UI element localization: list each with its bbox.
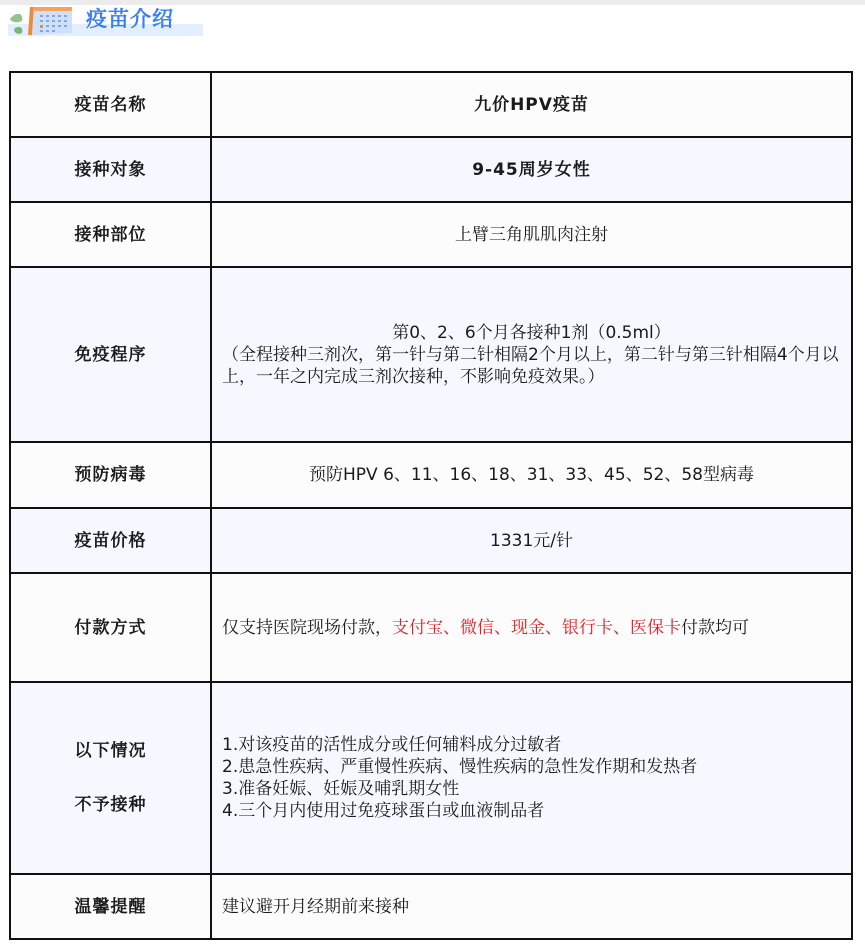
row-label: 温馨提醒 (10, 874, 211, 939)
schedule-main: 第0、2、6个月各接种1剂（0.5ml） (392, 322, 671, 343)
payment-methods-highlight: 支付宝、微信、现金、银行卡、医保卡 (392, 617, 681, 638)
row-label: 免疫程序 (10, 267, 211, 442)
vaccine-name-value: 九价HPV疫苗 (211, 72, 852, 137)
row-label: 接种部位 (10, 202, 211, 267)
list-item: 2.患急性疾病、严重慢性疾病、慢性疾病的急性发作期和发热者 (222, 757, 698, 777)
reminder-value: 建议避开月经期前来接种 (211, 874, 852, 939)
payment-suffix: 付款均可 (681, 617, 749, 638)
list-item: 3.准备妊娠、妊娠及哺乳期女性 (222, 779, 460, 799)
section-header (8, 5, 208, 37)
table-row-target-group (10, 137, 852, 202)
injection-site-value: 上臂三角肌肌肉注射 (211, 202, 852, 267)
vaccine-info-table (9, 71, 853, 940)
table-row-reminder (10, 874, 852, 939)
row-label: 预防病毒 (10, 442, 211, 508)
price-value: 1331元/针 (211, 508, 852, 573)
list-item: 1.对该疫苗的活性成分或任何辅料成分过敏者 (222, 735, 562, 755)
calendar-icon (8, 5, 74, 37)
label-line: 不予接种 (74, 795, 147, 815)
table-row-payment (10, 573, 852, 682)
payment-prefix: 仅支持医院现场付款， (222, 617, 392, 638)
payment-value (211, 573, 852, 682)
table-row-contraindications (10, 682, 852, 874)
label-line: 以下情况 (74, 741, 147, 761)
row-label: 疫苗价格 (10, 508, 211, 573)
row-label (10, 682, 211, 874)
table-row-price (10, 508, 852, 573)
row-label: 接种对象 (10, 137, 211, 202)
table-row-vaccine-name (10, 72, 852, 137)
row-label: 付款方式 (10, 573, 211, 682)
schedule-value (211, 267, 852, 442)
table-row-injection-site (10, 202, 852, 267)
target-group-value: 9-45周岁女性 (211, 137, 852, 202)
table-row-schedule (10, 267, 852, 442)
contraindications-list (211, 682, 852, 874)
table-row-prevented-viruses (10, 442, 852, 508)
row-label: 疫苗名称 (10, 72, 211, 137)
prevented-viruses-value: 预防HPV 6、11、16、18、31、33、45、52、58型病毒 (211, 442, 852, 508)
schedule-note: （全程接种三剂次，第一针与第二针相隔2个月以上，第二针与第三针相隔4个月以上，一年之内完成三剂次接种，不影响免疫效果。） (222, 344, 839, 387)
list-item: 4.三个月内使用过免疫球蛋白或血液制品者 (222, 801, 545, 821)
section-title: 疫苗介绍 (86, 7, 174, 31)
